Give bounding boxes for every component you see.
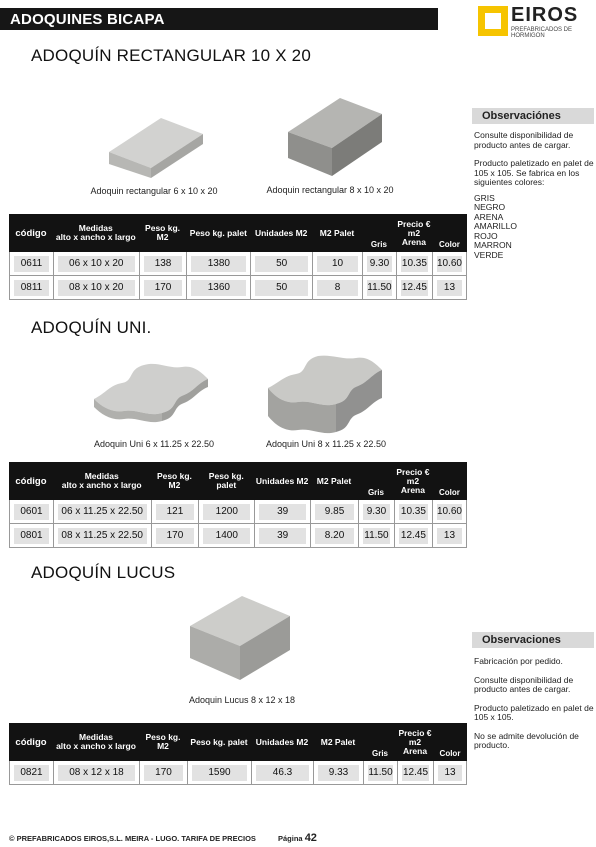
header-peso-m2: Peso kg. M2	[151, 462, 199, 500]
table-row: 0611 06 x 10 x 20 138 1380 50 10 9.30 10.35 10.60	[9, 252, 467, 276]
header-peso-m2: Peso kg. M2	[139, 723, 187, 761]
paver-lucus-image	[186, 592, 296, 684]
header-color: Color	[432, 214, 467, 252]
header-precio-arena: Precio € m2 Arena	[396, 214, 432, 252]
observaciones-text-1: Consulte disponibilidad de producto antes de cargar. Producto paletizado en palet de 105 x 105. Se fabrica en los siguientes colores: GRIS NEGRO ARENA AMARILLO ROJO MARRON VERDE	[474, 131, 596, 260]
footer-copyright: © PREFABRICADOS EIROS,S.L. MEIRA - LUGO. TARIFA DE PRECIOS	[9, 834, 256, 843]
header-codigo: código	[9, 214, 53, 252]
logo-text: EIROS	[511, 4, 579, 26]
caption-lucus: Adoquin Lucus 8 x 12 x 18	[188, 695, 296, 705]
logo-mark-icon	[478, 6, 508, 36]
header-m2-palet: M2 Palet	[312, 214, 362, 252]
paver-uni-8-image	[262, 352, 388, 438]
caption-uni-8: Adoquin Uni 8 x 11.25 x 22.50	[266, 439, 386, 449]
header-codigo: código	[9, 462, 53, 500]
section-title-uni: ADOQUÍN UNI.	[31, 318, 152, 337]
header-peso-palet: Peso kg. palet	[186, 214, 250, 252]
paver-rectangular-8-image	[282, 94, 388, 180]
header-medidas: Medidas alto x ancho x largo	[53, 214, 139, 252]
page-header-title: ADOQUINES BICAPA	[10, 11, 165, 28]
header-peso-palet: Peso kg. palet	[187, 723, 251, 761]
eiros-logo	[478, 2, 594, 42]
header-gris: Gris	[358, 462, 394, 500]
header-color: Color	[433, 723, 467, 761]
table-row: 0821 08 x 12 x 18 170 1590 46.3 9.33 11.50 12.45 13	[9, 761, 467, 785]
table-row: 0811 08 x 10 x 20 170 1360 50 8 11.50 12.45 13	[9, 276, 467, 300]
header-precio-arena: Precio € m2 Arena	[394, 462, 432, 500]
header-peso-m2: Peso kg. M2	[139, 214, 187, 252]
header-m2-palet: M2 Palet	[313, 723, 363, 761]
observaciones-heading-2: Observaciones	[472, 632, 594, 648]
price-table-rectangular	[9, 214, 467, 300]
header-medidas: Medidas alto x ancho x largo	[53, 462, 151, 500]
paver-uni-6-image	[88, 355, 216, 425]
header-codigo: código	[9, 723, 53, 761]
header-unidades: Unidades M2	[251, 723, 313, 761]
observaciones-text-2: Fabricación por pedido. Consulte disponibilidad de producto antes de cargar. Producto paletizado en palet de 105 x 105. No se admite devolución de producto.	[474, 656, 594, 750]
price-table-lucus	[9, 723, 467, 785]
header-gris: Gris	[362, 214, 396, 252]
header-gris: Gris	[363, 723, 397, 761]
header-color: Color	[432, 462, 467, 500]
header-unidades: Unidades M2	[250, 214, 312, 252]
header-unidades: Unidades M2	[254, 462, 310, 500]
header-medidas: Medidas alto x ancho x largo	[53, 723, 139, 761]
observaciones-heading-1: Observaciónes	[472, 108, 594, 124]
footer-page: Página 42	[278, 832, 317, 844]
price-table-uni	[9, 462, 467, 548]
color-list: GRIS NEGRO ARENA AMARILLO ROJO MARRON VERDE	[474, 192, 517, 260]
section-title-lucus: ADOQUÍN LUCUS	[31, 563, 176, 582]
section-title-rectangular: ADOQUÍN RECTANGULAR 10 X 20	[31, 46, 311, 65]
caption-rectangular-6: Adoquin rectangular 6 x 10 x 20	[90, 186, 218, 196]
header-precio-arena: Precio € m2 Arena	[397, 723, 433, 761]
caption-uni-6: Adoquin Uni 6 x 11.25 x 22.50	[94, 439, 214, 449]
table-row: 0601 06 x 11.25 x 22.50 121 1200 39 9.85 9.30 10.35 10.60	[9, 500, 467, 524]
header-peso-palet: Peso kg. palet	[198, 462, 254, 500]
caption-rectangular-8: Adoquin rectangular 8 x 10 x 20	[266, 185, 394, 195]
logo-subtitle: PREFABRICADOS DE HORMIGON	[511, 27, 573, 39]
header-m2-palet: M2 Palet	[310, 462, 358, 500]
paver-rectangular-6-image	[103, 108, 211, 180]
header-bar	[0, 8, 438, 30]
table-row: 0801 08 x 11.25 x 22.50 170 1400 39 8.20 11.50 12.45 13	[9, 524, 467, 548]
